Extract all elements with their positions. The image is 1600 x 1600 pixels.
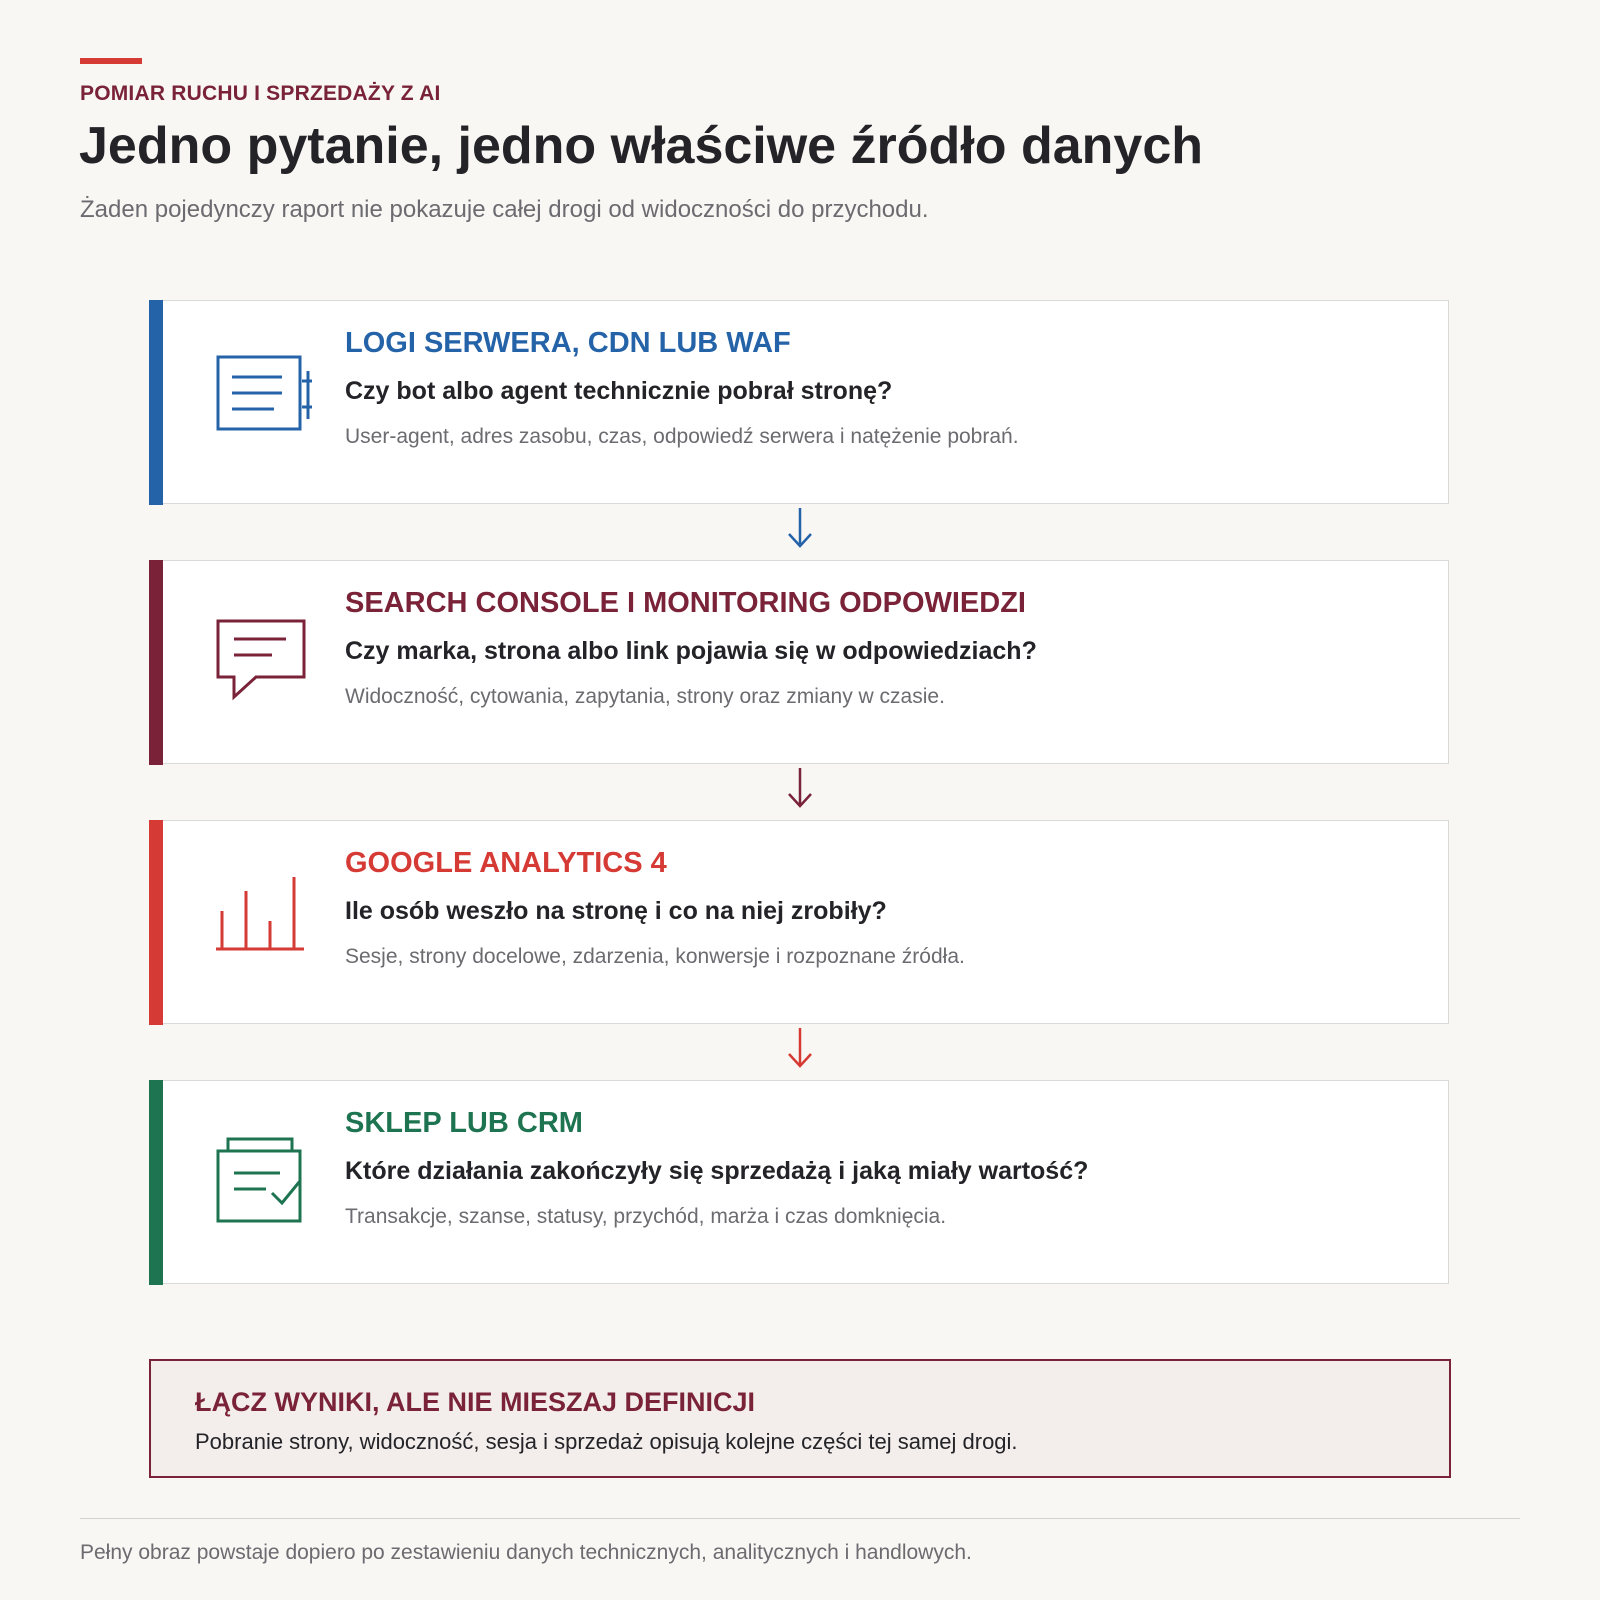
note-title: ŁĄCZ WYNIKI, ALE NIE MIESZAJ DEFINICJI (195, 1387, 756, 1417)
step-question: Czy marka, strona albo link pojawia się w odpowiedziach? (345, 637, 1037, 665)
step-color-stripe (149, 1080, 163, 1285)
step-title: SEARCH CONSOLE I MONITORING ODPOWIEDZI (345, 587, 1026, 619)
down-arrow-icon (786, 766, 814, 812)
chat-bubble-icon (212, 609, 312, 709)
step-title: LOGI SERWERA, CDN LUB WAF (345, 327, 791, 359)
server-log-icon (212, 349, 312, 449)
accent-bar (80, 58, 142, 64)
step-description: Transakcje, szanse, statusy, przychód, marża i czas domknięcia. (345, 1205, 947, 1228)
down-arrow-icon (786, 1026, 814, 1072)
step-description: User-agent, adres zasobu, czas, odpowiedź serwera i natężenie pobrań. (345, 425, 1019, 448)
step-card-shop-crm (149, 1080, 1449, 1284)
step-question: Ile osób weszło na stronę i co na niej zrobiły? (345, 897, 887, 925)
step-description: Widoczność, cytowania, zapytania, strony oraz zmiany w czasie. (345, 685, 945, 708)
footer-divider (80, 1518, 1520, 1519)
page-subtitle: Żaden pojedynczy raport nie pokazuje całej drogi od widoczności do przychodu. (80, 196, 929, 223)
step-color-stripe (149, 820, 163, 1025)
step-description: Sesje, strony docelowe, zdarzenia, konwersje i rozpoznane źródła. (345, 945, 965, 968)
step-card-server-logs (149, 300, 1449, 504)
step-color-stripe (149, 300, 163, 505)
footer-text: Pełny obraz powstaje dopiero po zestawieniu danych technicznych, analitycznych i handlowych. (80, 1541, 972, 1564)
note-box (149, 1359, 1451, 1478)
step-card-search-console (149, 560, 1449, 764)
note-text: Pobranie strony, widoczność, sesja i sprzedaż opisują kolejne części tej samej drogi. (195, 1429, 1018, 1454)
kicker: POMIAR RUCHU I SPRZEDAŻY Z AI (80, 82, 441, 105)
step-question: Czy bot albo agent technicznie pobrał stronę? (345, 377, 893, 405)
checked-folder-icon (212, 1129, 312, 1229)
step-card-google-analytics (149, 820, 1449, 1024)
step-color-stripe (149, 560, 163, 765)
bar-chart-icon (212, 869, 312, 969)
step-title: GOOGLE ANALYTICS 4 (345, 847, 667, 879)
step-question: Które działania zakończyły się sprzedażą i jaką miały wartość? (345, 1157, 1089, 1185)
page-title: Jedno pytanie, jedno właściwe źródło danych (79, 117, 1204, 175)
down-arrow-icon (786, 506, 814, 552)
step-title: SKLEP LUB CRM (345, 1107, 583, 1139)
